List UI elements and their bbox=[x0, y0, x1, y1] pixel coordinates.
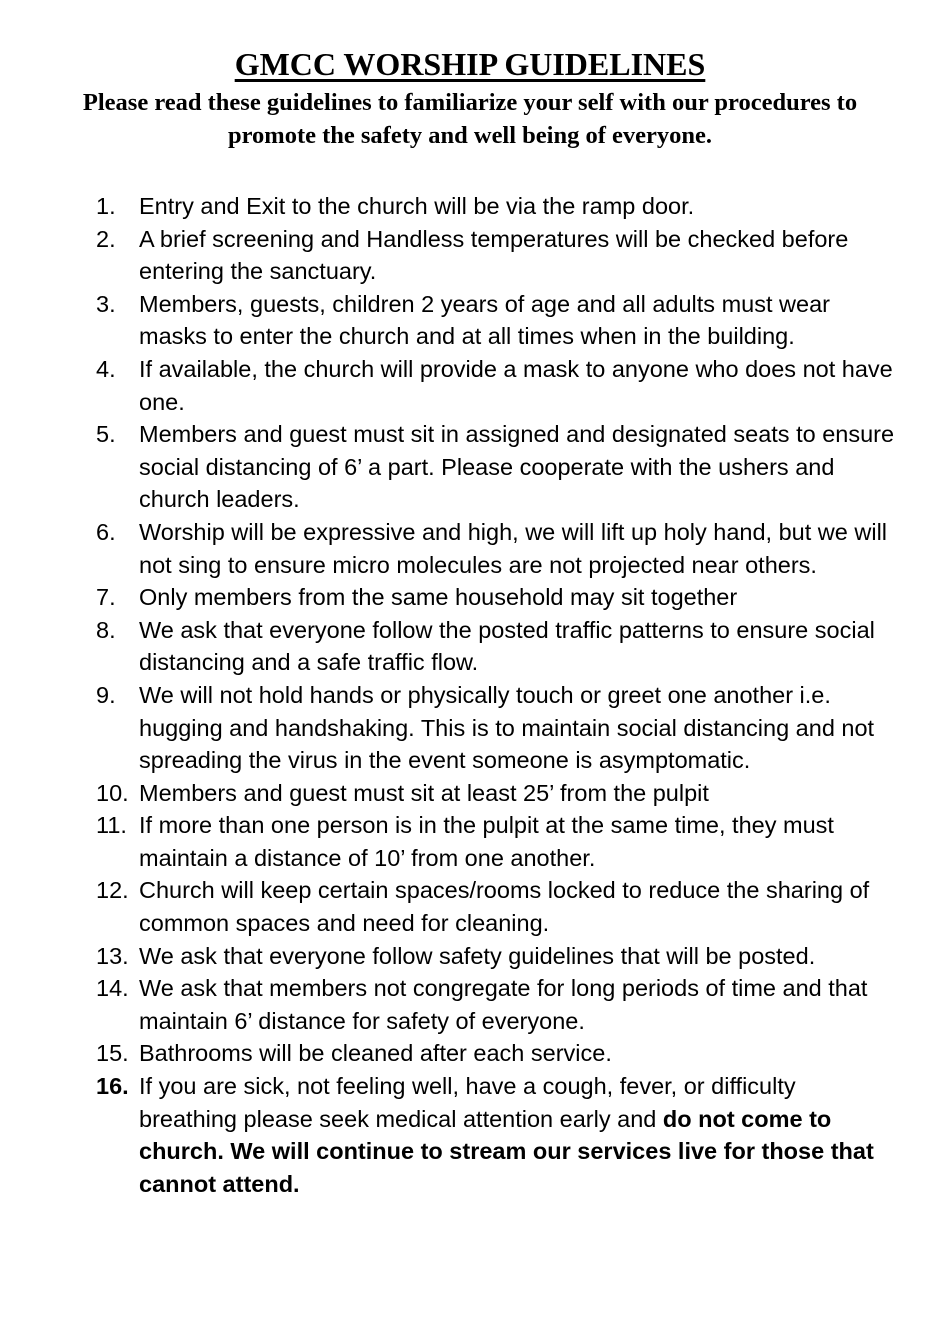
list-item bbox=[96, 1070, 896, 1200]
item-number: 13. bbox=[96, 942, 129, 969]
list-item bbox=[96, 581, 896, 614]
item-number: 7. bbox=[96, 584, 116, 611]
item-text: Entry and Exit to the church will be via the ramp door. bbox=[139, 193, 695, 219]
list-item bbox=[96, 288, 896, 353]
item-text: We ask that everyone follow safety guidelines that will be posted. bbox=[139, 942, 816, 969]
list-item bbox=[96, 777, 896, 810]
item-text: Members, guests, children 2 years of age and all adults must wear masks to enter the church and at all times when in the building. bbox=[139, 290, 830, 350]
item-text-emphasis: do not come to church. We will continue to stream our services live for those that cannot attend. bbox=[139, 1105, 874, 1197]
item-number: 9. bbox=[96, 681, 116, 708]
item-text: A brief screening and Handless temperatures will be checked before entering the sanctuary. bbox=[139, 225, 849, 285]
item-number: 4. bbox=[96, 355, 116, 382]
list-item bbox=[96, 223, 896, 288]
item-text: Church will keep certain spaces/rooms locked to reduce the sharing of common spaces and need for cleaning. bbox=[139, 877, 870, 937]
item-number: 3. bbox=[96, 290, 116, 317]
item-text: Worship will be expressive and high, we will lift up holy hand, but we will not sing to ensure micro molecules are not projected near others. bbox=[139, 518, 888, 578]
item-number: 15. bbox=[96, 1040, 129, 1067]
list-item bbox=[96, 679, 896, 777]
list-item bbox=[96, 353, 896, 418]
item-text: We will not hold hands or physically touch or greet one another i.e. hugging and handshaking. This is to maintain social distancing and not spreading the virus in the event someone is asymptomatic. bbox=[139, 681, 875, 774]
page-subtitle: Please read these guidelines to familiarize your self with our procedures to promote the safety and well being of everyone. bbox=[82, 89, 858, 149]
item-text: Only members from the same household may sit together bbox=[139, 584, 738, 611]
list-item bbox=[96, 418, 896, 516]
item-number: 5. bbox=[96, 421, 116, 448]
list-item bbox=[96, 190, 896, 223]
item-text: If you are sick, not feeling well, have a cough, fever, or difficulty breathing please seek medical attention early and bbox=[139, 1073, 796, 1132]
list-item bbox=[96, 1037, 896, 1070]
item-number: 12. bbox=[96, 877, 129, 904]
item-number: 8. bbox=[96, 616, 116, 643]
item-text: Bathrooms will be cleaned after each service. bbox=[139, 1040, 612, 1067]
item-number: 1. bbox=[96, 193, 116, 219]
guidelines-list bbox=[96, 190, 896, 1200]
list-item bbox=[96, 874, 896, 939]
item-text: Members and guest must sit in assigned and designated seats to ensure social distancing of 6’ a part. Please cooperate with the ushers and church leaders. bbox=[139, 421, 895, 513]
list-item bbox=[96, 516, 896, 581]
item-number: 11. bbox=[96, 812, 127, 839]
page-title-text: GMCC WORSHIP GUIDELINES bbox=[234, 46, 706, 82]
item-text: If more than one person is in the pulpit at the same time, they must maintain a distance of 10’ from one another. bbox=[139, 812, 834, 871]
item-text: We ask that everyone follow the posted traffic patterns to ensure social distancing and a safe traffic flow. bbox=[139, 616, 875, 676]
list-item bbox=[96, 809, 896, 874]
item-text: If available, the church will provide a mask to anyone who does not have one. bbox=[139, 355, 893, 415]
item-number: 10. bbox=[96, 779, 129, 806]
list-item bbox=[96, 614, 896, 679]
list-item bbox=[96, 972, 896, 1037]
item-number: 6. bbox=[96, 518, 116, 545]
item-number: 16. bbox=[96, 1073, 129, 1100]
page-title bbox=[0, 44, 940, 84]
item-text: Members and guest must sit at least 25’ from the pulpit bbox=[139, 779, 709, 806]
list-item bbox=[96, 940, 896, 973]
item-number: 2. bbox=[96, 225, 116, 252]
item-number: 14. bbox=[96, 975, 129, 1002]
item-text: We ask that members not congregate for long periods of time and that maintain 6’ distance for safety of everyone. bbox=[139, 975, 868, 1034]
